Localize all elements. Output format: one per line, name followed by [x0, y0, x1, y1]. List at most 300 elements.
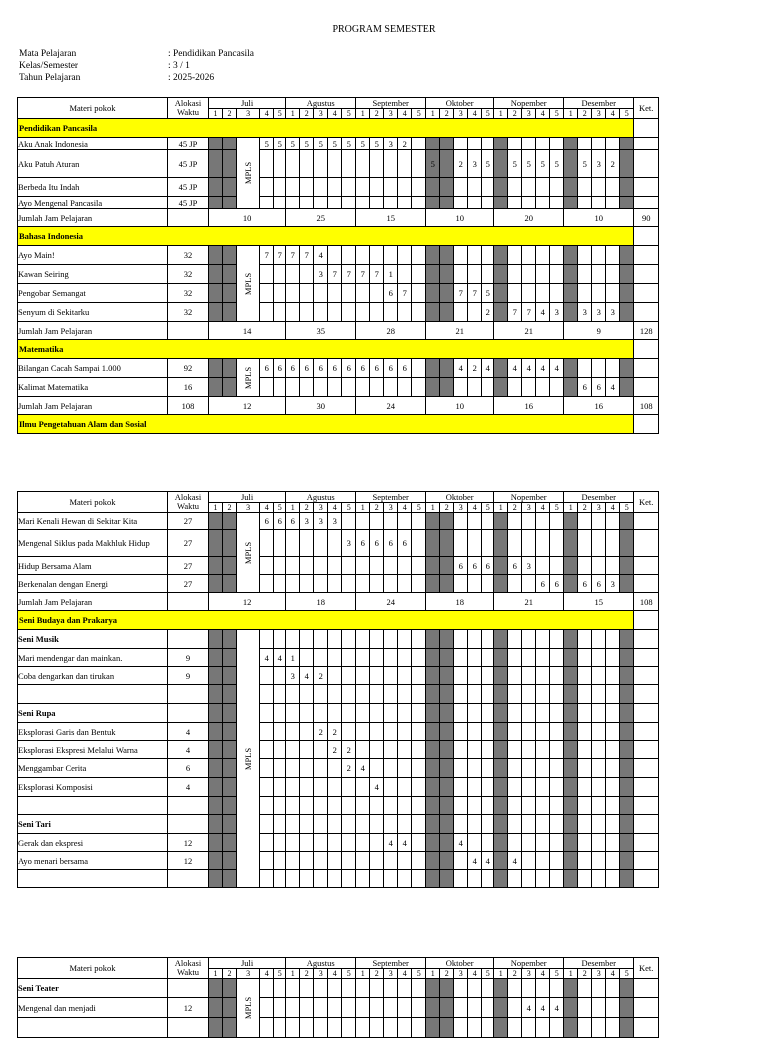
week-cell: [468, 630, 482, 649]
week-cell: [550, 815, 564, 834]
holiday-cell: [223, 815, 237, 834]
holiday-cell: [620, 303, 634, 322]
summary-row: [18, 322, 659, 340]
week-cell: [454, 530, 468, 557]
week-cell: 4: [508, 852, 522, 870]
week-cell: [508, 759, 522, 778]
header-week: 5: [550, 503, 564, 513]
summary-label: Jumlah Jam Pelajaran: [18, 397, 168, 415]
section-title: Matematika: [18, 340, 634, 359]
holiday-cell: [494, 575, 508, 593]
ket-total: 108: [634, 593, 659, 611]
holiday-cell: [426, 998, 440, 1018]
week-cell: [356, 685, 370, 704]
week-cell: [328, 378, 342, 397]
week-cell: 6: [454, 557, 468, 575]
week-cell: [592, 834, 606, 852]
materi-name: Senyum di Sekitarku: [18, 303, 168, 322]
week-cell: [522, 759, 536, 778]
holiday-cell: [223, 557, 237, 575]
holiday-cell: [426, 284, 440, 303]
week-cell: 7: [356, 265, 370, 284]
week-cell: [606, 834, 620, 852]
table-row: [18, 530, 659, 557]
week-cell: [274, 378, 286, 397]
week-cell: [508, 704, 522, 723]
header-week: 5: [274, 503, 286, 513]
holiday-cell: [494, 667, 508, 685]
header-week: 4: [328, 109, 342, 119]
holiday-cell: [426, 797, 440, 815]
week-cell: [286, 797, 300, 815]
week-cell: [300, 834, 314, 852]
holiday-cell: [620, 685, 634, 704]
week-cell: [356, 778, 370, 797]
week-cell: [482, 630, 494, 649]
week-cell: [328, 759, 342, 778]
week-cell: [412, 150, 426, 178]
holiday-cell: [209, 649, 223, 667]
week-cell: [412, 284, 426, 303]
table-row: [18, 284, 659, 303]
week-cell: [342, 284, 356, 303]
week-cell: [274, 979, 286, 998]
week-cell: [286, 704, 300, 723]
week-cell: [260, 723, 274, 741]
ket-total: 128: [634, 322, 659, 340]
week-cell: [314, 557, 328, 575]
week-cell: [328, 197, 342, 209]
header-week: 4: [606, 969, 620, 979]
week-cell: [300, 303, 314, 322]
meta-value: : 2025-2026: [168, 73, 215, 83]
holiday-cell: [440, 723, 454, 741]
week-cell: [412, 778, 426, 797]
header-alokasi-line: Alokasi: [174, 492, 202, 502]
meta-value: : Pendidikan Pancasila: [168, 49, 255, 59]
header-ket: Ket.: [634, 958, 659, 979]
header-week: 3: [237, 109, 260, 119]
week-cell: 3: [328, 513, 342, 530]
alokasi-value: 4: [168, 723, 209, 741]
ket-cell: [634, 741, 659, 759]
header-week: 1: [209, 969, 223, 979]
week-cell: [536, 197, 550, 209]
month-total: 10: [426, 397, 494, 415]
week-cell: [468, 759, 482, 778]
week-cell: [260, 630, 274, 649]
holiday-cell: [620, 870, 634, 888]
holiday-cell: [209, 797, 223, 815]
week-cell: [370, 741, 384, 759]
header-week: 2: [370, 109, 384, 119]
header-week: 5: [274, 109, 286, 119]
week-cell: [454, 797, 468, 815]
holiday-cell: [223, 778, 237, 797]
holiday-cell: [564, 1018, 578, 1038]
header-week: 2: [370, 969, 384, 979]
week-cell: [578, 359, 592, 378]
week-cell: [578, 704, 592, 723]
holiday-cell: [620, 852, 634, 870]
week-cell: [300, 723, 314, 741]
holiday-cell: [620, 741, 634, 759]
week-cell: [356, 178, 370, 197]
week-cell: 5: [342, 138, 356, 150]
week-cell: [482, 998, 494, 1018]
week-cell: [550, 685, 564, 704]
holiday-cell: [494, 197, 508, 209]
week-cell: [356, 630, 370, 649]
alokasi-value: [168, 815, 209, 834]
week-cell: [342, 834, 356, 852]
header-week: 2: [440, 503, 454, 513]
header-week: 5: [342, 969, 356, 979]
mpls-label: MPLS: [243, 541, 254, 564]
week-cell: [314, 530, 328, 557]
week-cell: [370, 649, 384, 667]
table-row: [18, 303, 659, 322]
holiday-cell: [564, 741, 578, 759]
week-cell: 7: [328, 265, 342, 284]
week-cell: 3: [314, 265, 328, 284]
week-cell: 6: [328, 359, 342, 378]
holiday-cell: [620, 138, 634, 150]
week-cell: [260, 685, 274, 704]
month-total: 9: [564, 322, 634, 340]
header-week: 5: [620, 503, 634, 513]
week-cell: 3: [522, 557, 536, 575]
week-cell: [454, 197, 468, 209]
holiday-cell: [494, 778, 508, 797]
header-week: 1: [426, 503, 440, 513]
table-row: [18, 178, 659, 197]
page-title: PROGRAM SEMESTER: [332, 24, 436, 35]
week-cell: [398, 852, 412, 870]
week-cell: [592, 513, 606, 530]
materi-name: [18, 797, 168, 815]
week-cell: [384, 685, 398, 704]
month-total: 15: [564, 593, 634, 611]
week-cell: [592, 138, 606, 150]
week-cell: [314, 797, 328, 815]
week-cell: [592, 870, 606, 888]
week-cell: [356, 150, 370, 178]
week-cell: [384, 998, 398, 1018]
header-week: 2: [508, 503, 522, 513]
week-cell: [300, 979, 314, 998]
week-cell: [536, 870, 550, 888]
holiday-cell: [426, 575, 440, 593]
week-cell: [370, 378, 384, 397]
header-week: 4: [606, 503, 620, 513]
week-cell: [536, 778, 550, 797]
program-table: [17, 97, 659, 434]
week-cell: [384, 723, 398, 741]
week-cell: [300, 265, 314, 284]
week-cell: 6: [384, 530, 398, 557]
table-row: [18, 778, 659, 797]
week-cell: [482, 649, 494, 667]
summary-alokasi: 108: [168, 397, 209, 415]
week-cell: [578, 815, 592, 834]
holiday-cell: [223, 284, 237, 303]
week-cell: [578, 1018, 592, 1038]
holiday-cell: [564, 704, 578, 723]
holiday-cell: [440, 378, 454, 397]
week-cell: [342, 979, 356, 998]
week-cell: [328, 834, 342, 852]
mpls-cell: [237, 979, 260, 1038]
week-cell: [384, 667, 398, 685]
week-cell: [356, 704, 370, 723]
week-cell: [454, 852, 468, 870]
week-cell: [274, 834, 286, 852]
week-cell: [356, 723, 370, 741]
alokasi-value: 4: [168, 741, 209, 759]
week-cell: [260, 1018, 274, 1038]
week-cell: [522, 667, 536, 685]
ket-cell: [634, 685, 659, 704]
holiday-cell: [440, 150, 454, 178]
week-cell: [578, 530, 592, 557]
week-cell: [550, 741, 564, 759]
week-cell: [508, 265, 522, 284]
week-cell: [356, 870, 370, 888]
week-cell: [274, 797, 286, 815]
week-cell: [342, 870, 356, 888]
week-cell: [454, 178, 468, 197]
holiday-cell: [223, 138, 237, 150]
week-cell: [286, 557, 300, 575]
week-cell: [578, 649, 592, 667]
ket-cell: [634, 759, 659, 778]
week-cell: [384, 797, 398, 815]
holiday-cell: [494, 303, 508, 322]
week-cell: [412, 852, 426, 870]
week-cell: [384, 815, 398, 834]
week-cell: 4: [536, 303, 550, 322]
week-cell: [508, 998, 522, 1018]
week-cell: [536, 265, 550, 284]
header-week: 1: [356, 503, 370, 513]
meta-label: Tahun Pelajaran: [19, 73, 81, 83]
week-cell: [274, 667, 286, 685]
week-cell: [398, 197, 412, 209]
week-cell: [592, 284, 606, 303]
week-cell: 4: [482, 852, 494, 870]
week-cell: [606, 138, 620, 150]
week-cell: 3: [286, 667, 300, 685]
holiday-cell: [209, 630, 223, 649]
week-cell: 6: [356, 359, 370, 378]
week-cell: [328, 685, 342, 704]
week-cell: [454, 246, 468, 265]
week-cell: [508, 723, 522, 741]
week-cell: [370, 759, 384, 778]
header-alokasi-line: Waktu: [177, 501, 199, 511]
holiday-cell: [620, 649, 634, 667]
holiday-cell: [440, 197, 454, 209]
week-cell: 6: [342, 359, 356, 378]
week-cell: [412, 741, 426, 759]
week-cell: 5: [578, 150, 592, 178]
week-cell: [508, 685, 522, 704]
ket-cell: [634, 815, 659, 834]
week-cell: 6: [370, 530, 384, 557]
header-week: 4: [260, 503, 274, 513]
holiday-cell: [209, 378, 223, 397]
week-cell: [300, 649, 314, 667]
week-cell: [356, 557, 370, 575]
header-week: 1: [286, 109, 300, 119]
ket-cell: [634, 870, 659, 888]
week-cell: [606, 178, 620, 197]
header-week: 2: [440, 969, 454, 979]
week-cell: [286, 778, 300, 797]
alokasi-value: 32: [168, 265, 209, 284]
week-cell: 5: [356, 138, 370, 150]
week-cell: [508, 246, 522, 265]
week-cell: [300, 1018, 314, 1038]
week-cell: [454, 979, 468, 998]
week-cell: [454, 513, 468, 530]
week-cell: [592, 359, 606, 378]
week-cell: [468, 704, 482, 723]
header-week: 5: [482, 503, 494, 513]
week-cell: [314, 759, 328, 778]
header-week: 3: [592, 109, 606, 119]
week-cell: 4: [508, 359, 522, 378]
week-cell: [384, 150, 398, 178]
holiday-cell: [223, 303, 237, 322]
week-cell: [300, 870, 314, 888]
header-week: 4: [328, 503, 342, 513]
table-row: [18, 741, 659, 759]
week-cell: 7: [300, 246, 314, 265]
week-cell: 6: [286, 513, 300, 530]
holiday-cell: [440, 834, 454, 852]
week-cell: [454, 741, 468, 759]
holiday-cell: [426, 723, 440, 741]
holiday-cell: [564, 759, 578, 778]
week-cell: [274, 815, 286, 834]
alokasi-value: 27: [168, 557, 209, 575]
header-week: 2: [300, 969, 314, 979]
mpls-cell: [237, 513, 260, 593]
week-cell: [522, 723, 536, 741]
ket-cell: [634, 178, 659, 197]
holiday-cell: [440, 359, 454, 378]
week-cell: [522, 979, 536, 998]
holiday-cell: [440, 778, 454, 797]
week-cell: 3: [592, 303, 606, 322]
week-cell: [398, 265, 412, 284]
week-cell: [384, 557, 398, 575]
week-cell: [300, 630, 314, 649]
week-cell: [412, 723, 426, 741]
header-row: [18, 98, 659, 109]
holiday-cell: [440, 649, 454, 667]
header-alokasi-line: Alokasi: [174, 98, 202, 108]
week-cell: [454, 303, 468, 322]
holiday-cell: [620, 359, 634, 378]
week-cell: [384, 649, 398, 667]
week-cell: [482, 704, 494, 723]
week-cell: [398, 303, 412, 322]
week-cell: 5: [370, 138, 384, 150]
week-cell: [536, 557, 550, 575]
header-month: Agustus: [286, 98, 356, 109]
week-cell: [536, 513, 550, 530]
week-cell: 3: [342, 530, 356, 557]
holiday-cell: [223, 575, 237, 593]
holiday-cell: [620, 979, 634, 998]
week-cell: [314, 630, 328, 649]
week-cell: [286, 630, 300, 649]
header-month: Agustus: [286, 958, 356, 969]
week-cell: [260, 178, 274, 197]
ket-cell: [634, 303, 659, 322]
month-total: 10: [426, 209, 494, 227]
week-cell: [468, 741, 482, 759]
mpls-label: MPLS: [243, 161, 254, 185]
week-cell: [606, 197, 620, 209]
week-cell: [384, 246, 398, 265]
week-cell: [578, 630, 592, 649]
materi-name: Coba dengarkan dan tirukan: [18, 667, 168, 685]
week-cell: [260, 870, 274, 888]
week-cell: [370, 667, 384, 685]
week-cell: [522, 630, 536, 649]
week-cell: [274, 530, 286, 557]
header-materi: Materi pokok: [18, 492, 168, 513]
holiday-cell: [440, 759, 454, 778]
month-total: 21: [426, 322, 494, 340]
mpls-label: MPLS: [243, 272, 254, 295]
week-cell: [300, 797, 314, 815]
week-cell: [300, 778, 314, 797]
week-cell: [274, 303, 286, 322]
week-cell: 6: [508, 557, 522, 575]
week-cell: [522, 378, 536, 397]
week-cell: 5: [314, 138, 328, 150]
materi-name: Aku Anak Indonesia: [18, 138, 168, 150]
header-row: [18, 492, 659, 503]
holiday-cell: [620, 513, 634, 530]
week-cell: [508, 1018, 522, 1038]
materi-name: Mari Kenali Hewan di Sekitar Kita: [18, 513, 168, 530]
week-cell: [550, 979, 564, 998]
holiday-cell: [564, 178, 578, 197]
week-cell: [384, 759, 398, 778]
week-cell: [274, 998, 286, 1018]
week-cell: [482, 1018, 494, 1038]
header-week: 1: [426, 109, 440, 119]
week-cell: 2: [606, 150, 620, 178]
header-week: 4: [606, 109, 620, 119]
holiday-cell: [426, 759, 440, 778]
holiday-cell: [564, 797, 578, 815]
week-cell: 7: [508, 303, 522, 322]
week-cell: [412, 649, 426, 667]
week-cell: 6: [260, 359, 274, 378]
week-cell: [454, 265, 468, 284]
week-cell: [342, 303, 356, 322]
week-cell: [274, 759, 286, 778]
week-cell: [286, 741, 300, 759]
week-cell: [468, 979, 482, 998]
